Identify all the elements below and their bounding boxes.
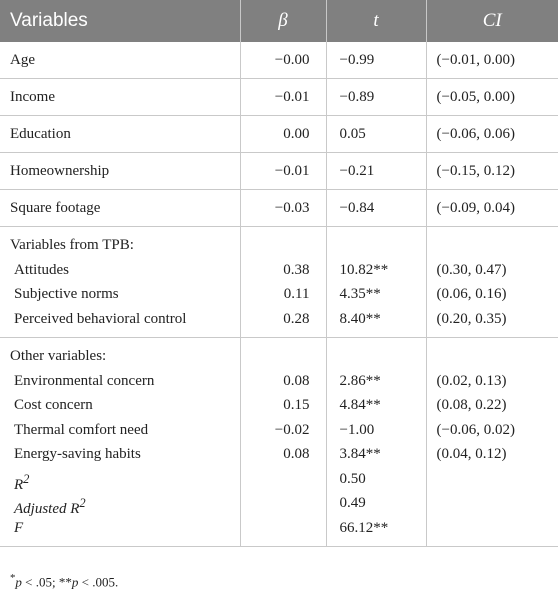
other-item-ci: (−0.06, 0.02) bbox=[436, 421, 515, 438]
stat-value: 66.12** bbox=[339, 519, 389, 536]
spacer bbox=[427, 233, 558, 258]
row-ci: (−0.15, 0.12) bbox=[426, 153, 558, 190]
row-ci: (−0.06, 0.06) bbox=[426, 116, 558, 153]
tpb-item-beta: 0.11 bbox=[283, 286, 310, 302]
other-item-ci: (0.02, 0.13) bbox=[436, 372, 507, 389]
tpb-item-name: Perceived behavioral control bbox=[14, 310, 187, 327]
table-footnote bbox=[10, 572, 118, 590]
tpb-heading: Variables from TPB: bbox=[10, 237, 134, 253]
header-ci: CI bbox=[426, 0, 558, 42]
row-t: 0.05 bbox=[326, 116, 426, 153]
spacer bbox=[327, 344, 426, 369]
tpb-item-t: 10.82** bbox=[339, 261, 389, 278]
tpb-item-ci: (0.06, 0.16) bbox=[436, 286, 507, 302]
tpb-item-beta: 0.28 bbox=[283, 310, 310, 327]
tpb-item-ci: (0.20, 0.35) bbox=[436, 310, 507, 327]
table-row bbox=[0, 190, 558, 227]
tpb-ci-cell bbox=[426, 227, 558, 338]
row-name: Homeownership bbox=[0, 153, 240, 190]
row-t: −0.89 bbox=[326, 79, 426, 116]
other-item-t: −1.00 bbox=[339, 421, 375, 438]
row-beta: 0.00 bbox=[240, 116, 326, 153]
row-t: −0.21 bbox=[326, 153, 426, 190]
tpb-names-cell bbox=[0, 227, 240, 338]
stat-value: 0.49 bbox=[339, 495, 366, 511]
stat-sup: 2 bbox=[23, 471, 30, 486]
row-name: Square footage bbox=[0, 190, 240, 227]
row-name: Education bbox=[0, 116, 240, 153]
tpb-item-ci: (0.30, 0.47) bbox=[436, 261, 507, 278]
tpb-item-name: Attitudes bbox=[14, 261, 69, 278]
stat-sup: 2 bbox=[79, 496, 86, 510]
other-item-name: Cost concern bbox=[14, 397, 93, 413]
table-row bbox=[0, 153, 558, 190]
other-item-name: Environmental concern bbox=[14, 372, 155, 389]
other-item-beta: 0.08 bbox=[283, 446, 310, 462]
other-item-name: Energy-saving habits bbox=[14, 446, 141, 462]
other-heading: Other variables: bbox=[10, 348, 107, 364]
row-beta: −0.01 bbox=[240, 153, 326, 190]
header-beta: β bbox=[240, 0, 326, 42]
other-item-beta: 0.08 bbox=[283, 372, 310, 389]
tpb-group-row bbox=[0, 227, 558, 338]
stat-value: 0.50 bbox=[339, 470, 366, 487]
tpb-item-t: 4.35** bbox=[339, 286, 381, 302]
other-item-ci: (0.08, 0.22) bbox=[436, 397, 507, 413]
other-beta-cell bbox=[240, 338, 326, 547]
header-variables: Variables bbox=[0, 0, 240, 42]
row-beta: −0.03 bbox=[240, 190, 326, 227]
footnote-p: p bbox=[71, 574, 79, 590]
row-t: −0.99 bbox=[326, 42, 426, 79]
other-item-name: Thermal comfort need bbox=[14, 421, 149, 438]
spacer bbox=[241, 233, 326, 258]
tpb-item-beta: 0.38 bbox=[283, 261, 310, 278]
other-item-t: 4.84** bbox=[339, 397, 381, 413]
row-ci: (−0.09, 0.04) bbox=[426, 190, 558, 227]
other-item-t: 3.84** bbox=[339, 446, 381, 462]
table-row bbox=[0, 79, 558, 116]
stat-label: Adjusted R bbox=[14, 501, 80, 517]
row-t: −0.84 bbox=[326, 190, 426, 227]
other-item-t: 2.86** bbox=[339, 372, 381, 389]
spacer bbox=[327, 233, 426, 258]
stat-label-r2 bbox=[0, 467, 240, 492]
footnote-text: < .005. bbox=[78, 574, 119, 590]
other-ci-cell bbox=[426, 338, 558, 547]
row-ci: (−0.05, 0.00) bbox=[426, 79, 558, 116]
footnote-mark: * bbox=[10, 572, 16, 584]
row-beta: −0.00 bbox=[240, 42, 326, 79]
stat-label-adj-r2 bbox=[0, 491, 240, 516]
row-name: Income bbox=[0, 79, 240, 116]
stat-label-f bbox=[0, 516, 240, 541]
table-row bbox=[0, 42, 558, 79]
tpb-item-name: Subjective norms bbox=[14, 286, 119, 302]
tpb-beta-cell bbox=[240, 227, 326, 338]
stat-label: R bbox=[14, 476, 24, 493]
other-item-beta: 0.15 bbox=[283, 397, 310, 413]
header-row bbox=[0, 0, 558, 42]
other-item-beta: −0.02 bbox=[274, 421, 310, 438]
tpb-t-cell bbox=[326, 227, 426, 338]
other-group-row bbox=[0, 338, 558, 547]
other-names-cell bbox=[0, 338, 240, 547]
row-ci: (−0.01, 0.00) bbox=[426, 42, 558, 79]
spacer bbox=[241, 344, 326, 369]
other-item-ci: (0.04, 0.12) bbox=[436, 446, 507, 462]
row-name: Age bbox=[0, 42, 240, 79]
spacer bbox=[427, 344, 558, 369]
stat-label: F bbox=[14, 519, 24, 536]
other-t-cell bbox=[326, 338, 426, 547]
row-beta: −0.01 bbox=[240, 79, 326, 116]
tpb-item-t: 8.40** bbox=[339, 310, 381, 327]
table-row bbox=[0, 116, 558, 153]
header-t: t bbox=[326, 0, 426, 42]
footnote-p: p bbox=[15, 574, 22, 590]
footnote-text: < .05; ** bbox=[21, 574, 72, 590]
